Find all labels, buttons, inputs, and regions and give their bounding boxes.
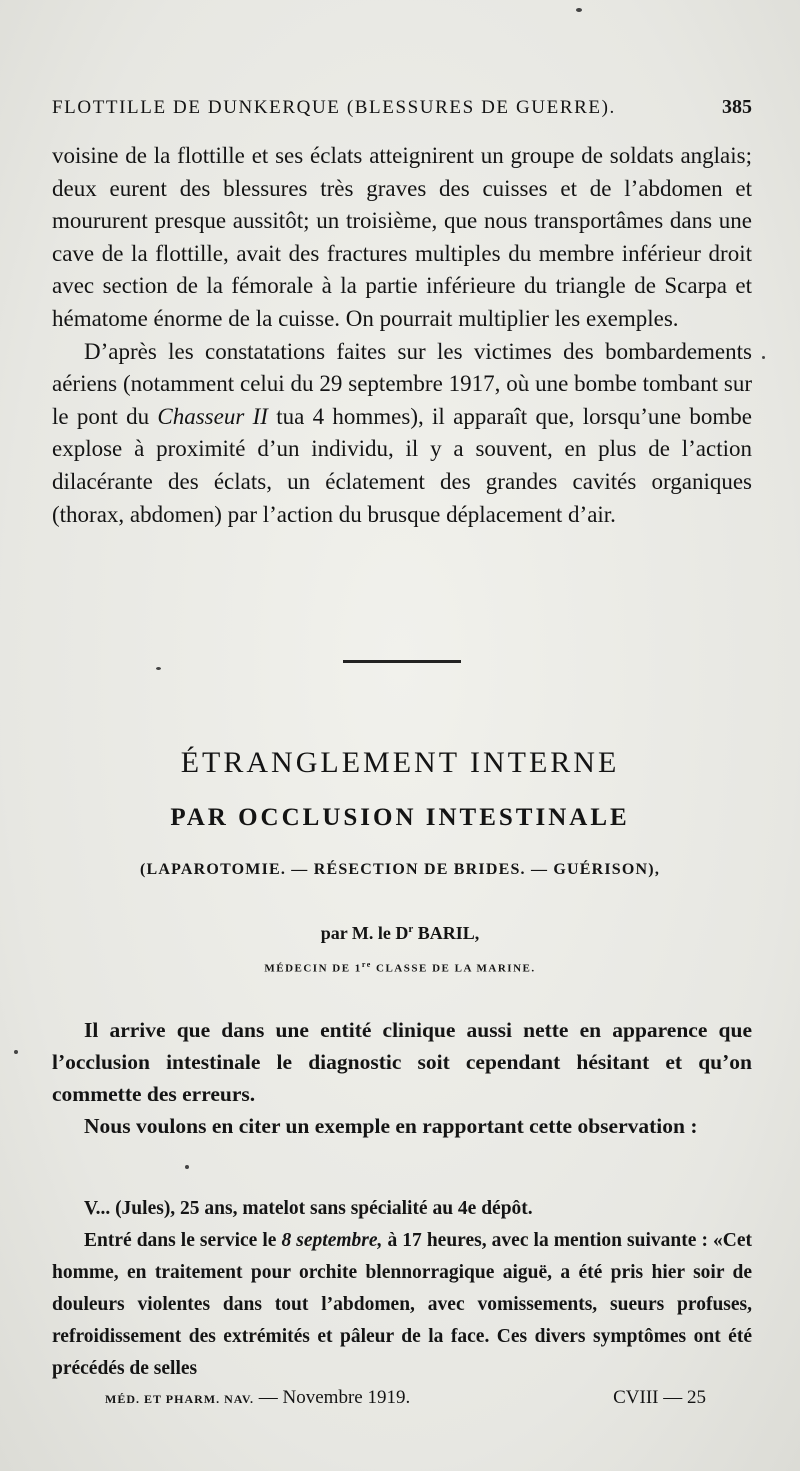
scan-speck [14,1050,18,1054]
page-footer [105,1387,706,1409]
admission-date: 8 septembre, [281,1230,383,1251]
observation-text [52,1193,752,1385]
affiliation-superscript: re [361,960,372,969]
scan-speck [185,1165,189,1169]
signature-mark: CVIII — 25 [613,1387,706,1408]
scan-speck [576,8,582,12]
affiliation-suffix: CLASSE DE LA MARINE. [371,962,536,975]
running-header [52,96,752,119]
text-run: tua 4 hommes), il apparaît que, lorsqu’une bombe explose à proximité d’un individu, il y a souvent, en plus de l’action dilacérante des éclats, un éclatement des grandes cavités organiques (thorax, abdomen) par l’action du brusque déplacement d’air. [52,403,752,527]
paragraph [52,1225,752,1385]
byline-superscript: r [408,923,414,935]
running-title: FLOTTILLE DE DUNKERQUE (BLESSURES DE GUERRE). [52,97,616,118]
text-run: à 17 heures, avec la mention suivante : «Cet homme, en traitement pour orchite blennorragique aiguë, a été pris hier soir de douleurs violentes dans tout l’abdomen, avec vomissements, sueurs profuses, refroidissement des extrémités et pâleur de la face. Ces divers symptômes ont été précédés de selles [52,1230,752,1379]
article-intro [52,1014,752,1142]
author-affiliation [0,960,800,975]
paragraph: voisine de la flottille et ses éclats atteignirent un groupe de soldats anglais; deux eurent des blessures très graves des cuisses et de l’abdomen et moururent presque aussitôt; un troisième, que nous transportâmes dans une cave de la flottille, avait des fractures multiples du membre inférieur droit avec section de la fémorale à la partie inférieure du triangle de Scarpa et hématome énorme de la cuisse. On pourrait multiplier les exemples. [52,143,752,331]
article-title: ÉTRANGLEMENT INTERNE [180,746,620,779]
paragraph: V... (Jules), 25 ans, matelot sans spécialité au 4e dépôt. [84,1198,533,1219]
article-subtitle: (LAPAROTOMIE. — RÉSECTION DE BRIDES. — GUÉRISON), [139,861,661,878]
issue-date: Novembre 1919. [282,1387,411,1408]
footer-left [105,1387,410,1409]
previous-article-text [52,140,752,531]
journal-name: MÉD. ET PHARM. NAV. [105,1392,255,1406]
author-name: BARIL, [413,923,480,943]
paragraph [52,336,752,532]
page-number: 385 [722,96,752,118]
footer-dash: — [258,1387,278,1408]
scan-speck [156,667,161,670]
article-title-line2: PAR OCCLUSION INTESTINALE [170,804,630,831]
paragraph: Il arrive que dans une entité clinique aussi nette en apparence que l’occlusion intestinale le diagnostic soit cependant hésitant et qu’on commette des erreurs. [52,1018,752,1106]
author-byline [0,923,800,944]
scan-speck [762,356,765,359]
ship-name: Chasseur II [157,403,268,429]
text-run: D’après les constatations faites sur les victimes des bombardements aériens (notamment celui du 29 septembre 1917, où une bombe tombant sur le pont du [52,338,752,429]
paragraph: Nous voulons en citer un exemple en rapportant cette observation : [84,1114,698,1138]
byline-prefix: par M. le D [320,923,409,943]
section-divider [343,660,461,663]
text-run: Entré dans le service le [84,1230,282,1251]
affiliation-prefix: MÉDECIN DE 1 [264,962,362,975]
